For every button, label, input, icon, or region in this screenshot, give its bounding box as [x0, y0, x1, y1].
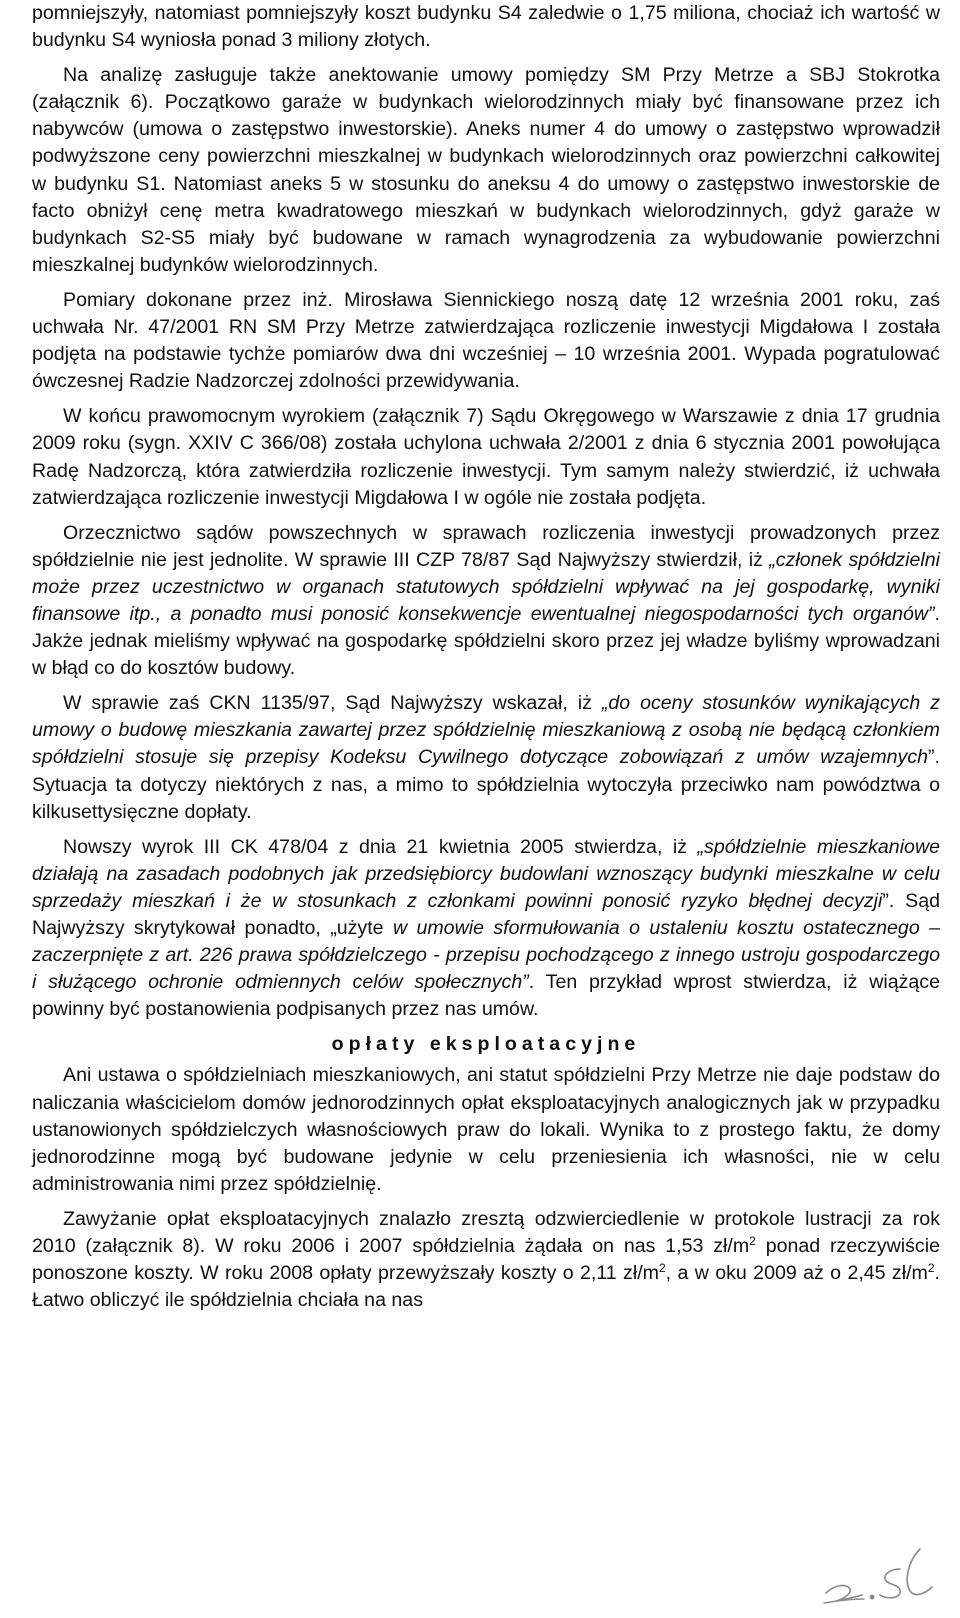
superscript: 2	[927, 1261, 935, 1276]
superscript: 2	[658, 1261, 666, 1276]
paragraph-8-text: Zawyżanie opłat eksploatacyjnych znalazło zresztą odzwierciedlenie w protokole lustracji za rok 2010 (załącznik 8). W roku 2006 i 2007 spółdzielnia żądała on nas 1,53 zł/m	[32, 1207, 940, 1258]
paragraph-4-text: Orzecznictwo sądów powszechnych w sprawach rozliczenia inwestycji prowadzonych przez spółdzielnie nie jest jednolite. W sprawie III CZP 78/87 Sąd Najwyższy stwierdził, iż	[32, 521, 940, 571]
paragraph-1-text: Na analizę zasługuje także anektowanie umowy pomiędzy SM Przy Metrze a SBJ Stokrotka (załącznik 6). Początkowo garaże w budynkach wielorodzinnych miały być finansowane przez ich nabywców (umowa o zastępstwo inwestorskie). Aneks numer 4 do umowy o zastępstwo wprowadził podwyższone ceny powierzchni mieszkalnej w budynkach wielorodzinnych oraz powierzchni całkowitej w budynku S1. Natomiast aneks 5 w stosunku do aneksu 4 do umowy o zastępstwo inwestorskie de facto obniżył cenę metra kwadratowego mieszkań w budynkach wielorodzinnych, gdyż garaże w budynkach S2-S5 miały być budowane w ramach wynagrodzenia za wybudowanie powierzchni mieszkalnej budynków wielorodzinnych.	[32, 64, 940, 276]
paragraph-7-text: Ani ustawa o spółdzielniach mieszkaniowych, ani statut spółdzielni Przy Metrze nie daje podstaw do naliczania właścicielom domów jednorodzinnych opłat eksploatacyjnych analogicznych jak w przypadku ustanowionych spółdzielczych własnościowych praw do lokali. Wynika to z prostego faktu, że domy jednorodzinne mogą być budowane jedynie w celu przeniesienia ich własności, nie w celu administrowania nimi przez spółdzielnię.	[32, 1064, 940, 1195]
paragraph-8-text-2: ponad rzeczywiście ponoszone koszty. W roku 2008 opłaty przewyższały koszty o 2,11 zł/m	[32, 1235, 940, 1285]
document-page	[32, 0, 940, 1314]
paragraph-6-quote-2: w umowie sformułowania o ustaleniu kosztu ostatecznego – zaczerpnięte z art. 226 prawa spółdzielczego - przepisu pochodzącego z innego ustroju gospodarczego i służącego ochronie odmiennych celów społecznych”	[32, 917, 941, 994]
paragraph-3-text: W końcu prawomocnym wyrokiem (załącznik 7) Sądu Okręgowego w Warszawie z dnia 17 grudnia 2009 roku (sygn. XXIV C 366/08) została uchylona uchwała 2/2001 z dnia 6 stycznia 2001 powołująca Radę Nadzorczą, która zatwierdziła rozliczenie inwestycji. Tym samym należy stwierdzić, iż uchwała zatwierdzająca rozliczenie inwestycji Migdałowa I w ogóle nie została podjęta.	[32, 405, 940, 509]
paragraph-0	[32, 0, 940, 54]
paragraph-3	[32, 403, 940, 511]
paragraph-4-text-end: . Jakże jednak mieliśmy wpływać na gospodarkę spółdzielni skoro przez jej władze byliśmy wprowadzani w błąd co do kosztów budowy.	[32, 602, 940, 680]
paragraph-2	[32, 287, 940, 395]
paragraph-8	[32, 1206, 940, 1314]
paragraph-0-text: pomniejszyły, natomiast pomniejszyły koszt budynku S4 zaledwie o 1,75 miliona, chociaż ich wartość w budynku S4 wyniosła ponad 3 miliony złotych.	[32, 2, 940, 52]
paragraph-8-text-4: . Łatwo obliczyć ile spółdzielnia chciała na nas	[32, 1262, 940, 1312]
paragraph-6-text-mid: ”. Sąd Najwyższy skrytykował ponadto, „użyte	[32, 889, 940, 939]
paragraph-6-quote: „spółdzielnie mieszkaniowe działają na zasadach podobnych jak przedsiębiorcy budowlani wznoszący budynki mieszkalne w celu sprzedaży mieszkań i że w stosunkach z członkami powinni ponosić ryzyko błędnej decyzji	[32, 835, 940, 912]
handwritten-signature	[816, 1541, 942, 1611]
paragraph-1	[32, 62, 940, 279]
paragraph-5	[32, 690, 940, 825]
paragraph-5-text: W sprawie zaś CKN 1135/97, Sąd Najwyższy wskazał, iż	[63, 692, 602, 715]
paragraph-6-text: Nowszy wyrok III CK 478/04 z dnia 21 kwietnia 2005 stwierdza, iż	[63, 835, 698, 858]
paragraph-8-text-3: , a w oku 2009 aż o 2,45 zł/m	[665, 1262, 928, 1285]
paragraph-4-quote: „członek spółdzielni może przez uczestnictwo w organach statutowych spółdzielni wpływać na jej gospodarkę, wyniki finansowe itp., a ponadto musi ponosić konsekwencje ewentualnej niegospodarności tych organów”	[32, 548, 940, 625]
paragraph-6-text-end: . Ten przykład wprost stwierdza, iż wiążące powinny być postanowienia podpisanych przez nas umów.	[32, 971, 940, 1021]
paragraph-5-quote: „do oceny stosunków wynikających z umowy o budowę mieszkania zawartej przez spółdzielnię mieszkaniową z osobą nie będącą członkiem spółdzielni stosuje się przepisy Kodeksu Cywilnego dotyczące zobowiązań z umów wzajemnych	[32, 692, 940, 769]
superscript: 2	[749, 1234, 756, 1249]
paragraph-7	[32, 1062, 940, 1197]
paragraph-2-text: Pomiary dokonane przez inż. Mirosława Siennickiego noszą datę 12 września 2001 roku, zaś uchwała Nr. 47/2001 RN SM Przy Metrze zatwierdzająca rozliczenie inwestycji Migdałowa I została podjęta na podstawie tychże pomiarów dwa dni wcześniej – 10 września 2001. Wypada pogratulować ówczesnej Radzie Nadzorczej zdolności przewidywania.	[32, 288, 940, 393]
paragraph-5-text-end: ”. Sytuacja ta dotyczy niektórych z nas, a mimo to spółdzielnia wytoczyła przeciwko nam powództwa o kilkusettysięczne dopłaty.	[32, 746, 940, 823]
section-heading: opłaty eksploatacyjne	[331, 1033, 641, 1056]
paragraph-6	[32, 834, 940, 1024]
paragraph-4	[32, 520, 940, 683]
